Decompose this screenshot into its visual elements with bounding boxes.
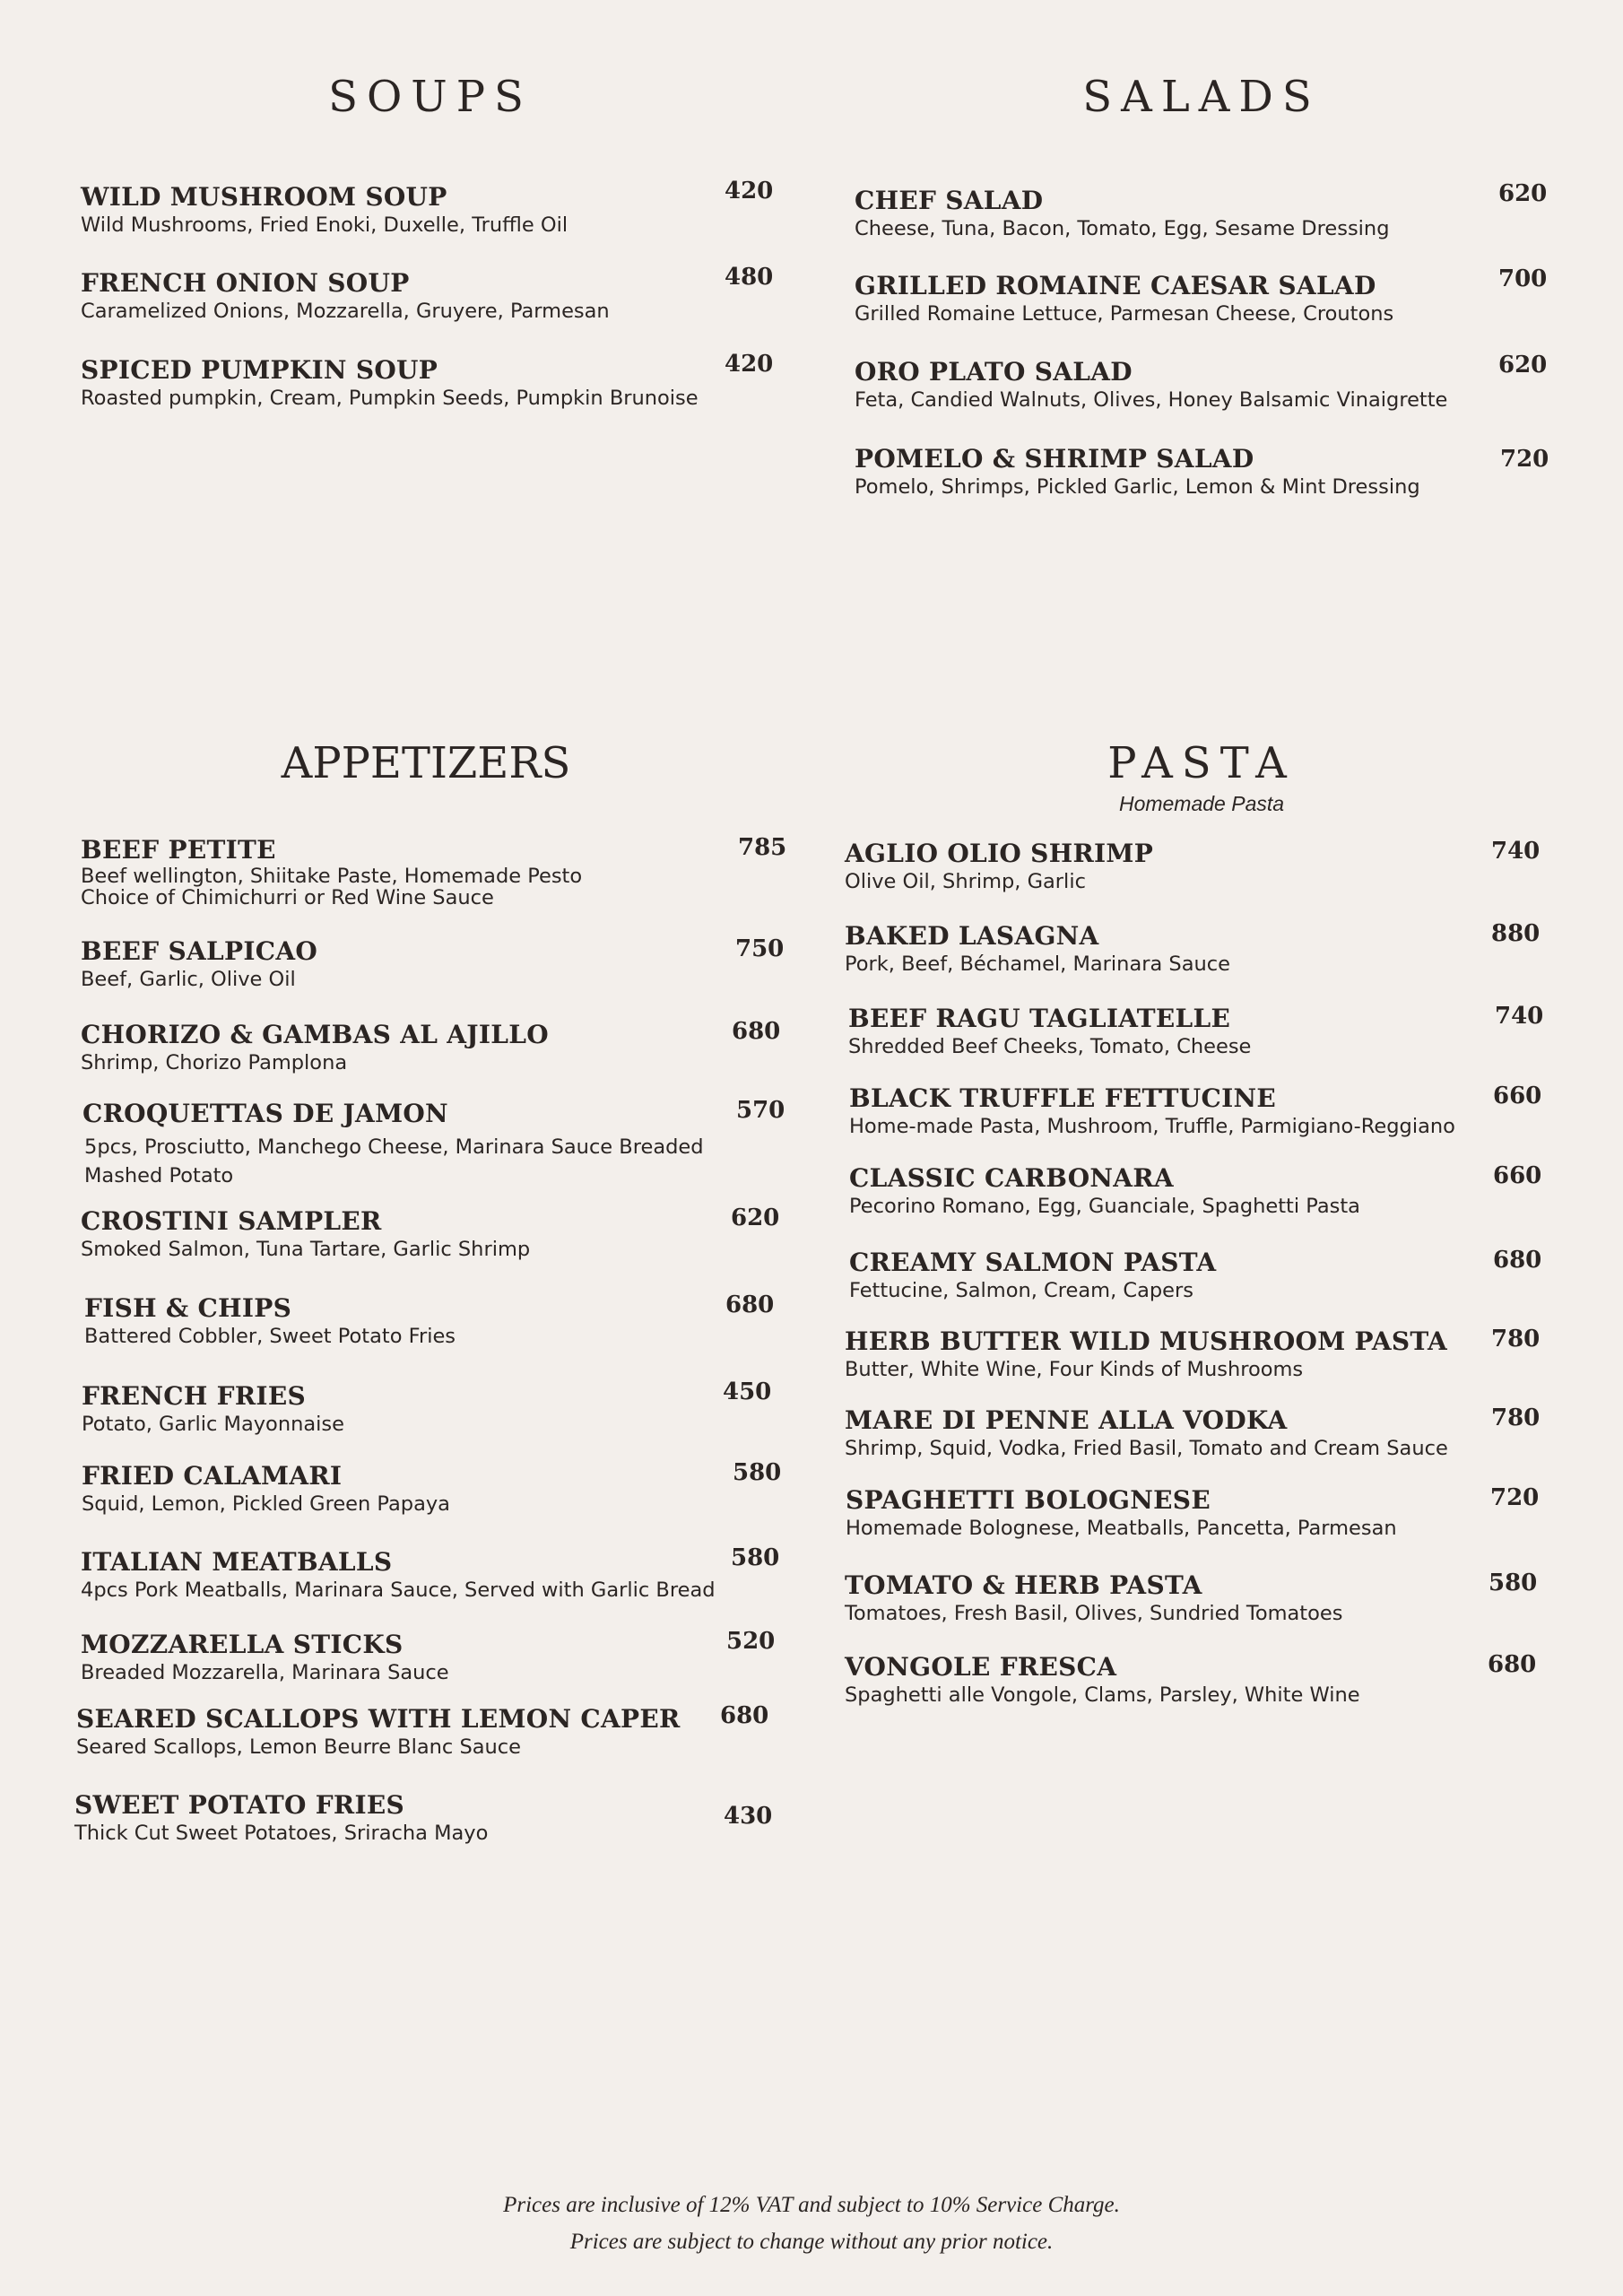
item-price: 420 xyxy=(725,351,774,378)
item-price: 580 xyxy=(733,1459,782,1486)
item-description: Shrimp, Chorizo Pamplona xyxy=(81,1051,348,1074)
item-description: Beef wellington, Shiitake Paste, Homemade Pesto xyxy=(81,865,583,888)
menu-item xyxy=(846,1485,1397,1541)
appetizers-title: APPETIZERS xyxy=(281,738,571,788)
item-name: CROQUETTAS DE JAMON xyxy=(82,1099,448,1128)
item-name: FISH & CHIPS xyxy=(84,1293,292,1323)
item-description: Butter, White Wine, Four Kinds of Mushrooms xyxy=(845,1358,1304,1381)
item-name: TOMATO & HERB PASTA xyxy=(845,1570,1202,1600)
item-description: Smoked Salmon, Tuna Tartare, Garlic Shrimp xyxy=(81,1238,531,1261)
menu-item xyxy=(81,1630,449,1685)
menu-item xyxy=(76,1704,681,1760)
item-description: Thick Cut Sweet Potatoes, Sriracha Mayo xyxy=(74,1822,489,1845)
item-description: Roasted pumpkin, Cream, Pumpkin Seeds, Pumpkin Brunoise xyxy=(81,387,699,410)
item-price: 740 xyxy=(1495,1003,1544,1030)
item-price: 720 xyxy=(1500,446,1549,473)
item-name: BLACK TRUFFLE FETTUCINE xyxy=(849,1083,1277,1113)
menu-item xyxy=(81,268,610,324)
item-price: 700 xyxy=(1498,265,1548,292)
menu-item xyxy=(81,1206,530,1262)
item-name: BEEF RAGU TAGLIATELLE xyxy=(848,1004,1231,1033)
item-name: CREAMY SALMON PASTA xyxy=(849,1248,1217,1277)
menu-item xyxy=(845,839,1153,894)
item-description: 4pcs Pork Meatballs, Marinara Sauce, Served with Garlic Bread xyxy=(81,1578,716,1602)
item-description: Wild Mushrooms, Fried Enoki, Duxelle, Truffle Oil xyxy=(81,213,568,237)
menu-item xyxy=(855,186,1389,241)
menu-item xyxy=(81,1547,716,1603)
item-price: 480 xyxy=(725,264,774,291)
item-description: Homemade Bolognese, Meatballs, Pancetta, Parmesan xyxy=(846,1517,1397,1540)
item-price: 880 xyxy=(1491,920,1541,947)
item-price: 620 xyxy=(1498,352,1548,378)
item-name: BAKED LASAGNA xyxy=(845,921,1099,951)
menu-item xyxy=(82,1461,450,1517)
menu-item xyxy=(81,182,568,238)
menu-item xyxy=(82,1099,730,1190)
item-name: ORO PLATO SALAD xyxy=(855,357,1133,387)
item-name: VONGOLE FRESCA xyxy=(845,1652,1117,1682)
menu-item xyxy=(84,1293,456,1349)
soups-title: SOUPS xyxy=(328,72,533,122)
menu-item xyxy=(849,1163,1360,1219)
item-description: Shrimp, Squid, Vodka, Fried Basil, Tomato and Cream Sauce xyxy=(845,1437,1448,1460)
item-name: CHEF SALAD xyxy=(855,186,1044,215)
menu-item xyxy=(845,1326,1447,1382)
item-description: Grilled Romaine Lettuce, Parmesan Cheese, Croutons xyxy=(855,302,1394,326)
item-price: 620 xyxy=(1498,180,1548,207)
item-name: AGLIO OLIO SHRIMP xyxy=(845,839,1154,868)
item-description: Pecorino Romano, Egg, Guanciale, Spaghetti Pasta xyxy=(849,1195,1360,1218)
item-price: 680 xyxy=(732,1018,781,1045)
menu-item xyxy=(74,1790,488,1846)
pasta-title: PASTA xyxy=(1107,738,1296,788)
menu-item xyxy=(845,1405,1448,1461)
item-name: BEEF PETITE xyxy=(81,835,276,865)
item-price: 785 xyxy=(738,834,787,861)
item-description: Olive Oil, Shrimp, Garlic xyxy=(845,870,1086,893)
item-name: CROSTINI SAMPLER xyxy=(81,1206,382,1236)
menu-item xyxy=(81,835,582,909)
item-description: Pork, Beef, Béchamel, Marinara Sauce xyxy=(845,952,1230,976)
item-name: BEEF SALPICAO xyxy=(81,936,318,966)
item-description: Home-made Pasta, Mushroom, Truffle, Parmigiano-Reggiano xyxy=(849,1115,1455,1138)
item-price: 780 xyxy=(1491,1405,1541,1431)
menu-item xyxy=(855,444,1420,500)
item-name: FRIED CALAMARI xyxy=(82,1461,343,1491)
footer-price-note: Prices are subject to change without any prior notice. xyxy=(569,2230,1054,2254)
menu-item xyxy=(82,1381,344,1437)
item-description: Feta, Candied Walnuts, Olives, Honey Balsamic Vinaigrette xyxy=(855,388,1448,412)
item-name: CLASSIC CARBONARA xyxy=(849,1163,1174,1193)
item-description: Spaghetti alle Vongole, Clams, Parsley, White Wine xyxy=(845,1683,1360,1707)
item-description: Fettucine, Salmon, Cream, Capers xyxy=(849,1279,1193,1302)
item-name: HERB BUTTER WILD MUSHROOM PASTA xyxy=(845,1326,1448,1356)
item-price: 580 xyxy=(1488,1570,1538,1596)
item-description: Squid, Lemon, Pickled Green Papaya xyxy=(82,1492,450,1516)
item-price: 430 xyxy=(724,1803,773,1830)
item-description: Caramelized Onions, Mozzarella, Gruyere, Parmesan xyxy=(81,300,610,323)
item-description: Potato, Garlic Mayonnaise xyxy=(82,1413,344,1436)
menu-item xyxy=(845,1570,1342,1626)
item-price: 520 xyxy=(726,1628,776,1655)
item-price: 450 xyxy=(723,1378,772,1405)
item-name: MOZZARELLA STICKS xyxy=(81,1630,404,1659)
menu-item xyxy=(81,355,699,411)
menu-item xyxy=(855,271,1393,326)
menu-item xyxy=(849,1083,1455,1139)
item-description: Breaded Mozzarella, Marinara Sauce xyxy=(81,1661,449,1684)
item-description: 5pcs, Prosciutto, Manchego Cheese, Marinara Sauce Breaded Mashed Potato xyxy=(84,1135,704,1187)
item-price: 680 xyxy=(1493,1247,1542,1274)
menu-item xyxy=(81,1020,549,1075)
item-name: WILD MUSHROOM SOUP xyxy=(81,182,447,212)
item-description: Battered Cobbler, Sweet Potato Fries xyxy=(84,1325,456,1348)
item-name: FRENCH ONION SOUP xyxy=(81,268,410,298)
item-price: 660 xyxy=(1493,1162,1542,1189)
item-price: 660 xyxy=(1493,1083,1542,1109)
menu-item xyxy=(855,357,1447,413)
item-description: Tomatoes, Fresh Basil, Olives, Sundried Tomatoes xyxy=(845,1602,1343,1625)
item-name: CHORIZO & GAMBAS AL AJILLO xyxy=(81,1020,549,1049)
item-name: SPICED PUMPKIN SOUP xyxy=(81,355,438,385)
item-name: POMELO & SHRIMP SALAD xyxy=(855,444,1254,474)
salads-title: SALADS xyxy=(1082,72,1321,122)
item-price: 680 xyxy=(720,1702,769,1729)
menu-item xyxy=(81,936,317,992)
item-price: 750 xyxy=(735,935,785,962)
item-name: ITALIAN MEATBALLS xyxy=(81,1547,393,1577)
item-name: SPAGHETTI BOLOGNESE xyxy=(846,1485,1211,1515)
item-description: Shredded Beef Cheeks, Tomato, Cheese xyxy=(848,1035,1252,1058)
item-name: SWEET POTATO FRIES xyxy=(74,1790,405,1820)
item-price: 720 xyxy=(1490,1484,1540,1511)
footer-vat-note: Prices are inclusive of 12% VAT and subject to 10% Service Charge. xyxy=(503,2193,1120,2217)
pasta-subtitle: Homemade Pasta xyxy=(1118,792,1285,815)
item-description: Choice of Chimichurri or Red Wine Sauce xyxy=(81,886,494,909)
item-price: 680 xyxy=(725,1292,775,1318)
item-price: 680 xyxy=(1488,1651,1537,1678)
item-price: 740 xyxy=(1491,838,1541,865)
item-name: GRILLED ROMAINE CAESAR SALAD xyxy=(855,271,1376,300)
item-price: 420 xyxy=(725,178,774,204)
menu-item xyxy=(848,1004,1251,1059)
item-price: 780 xyxy=(1491,1326,1541,1352)
item-price: 570 xyxy=(736,1097,785,1124)
item-name: FRENCH FRIES xyxy=(82,1381,306,1411)
item-description: Seared Scallops, Lemon Beurre Blanc Sauce xyxy=(76,1735,521,1759)
item-name: MARE DI PENNE ALLA VODKA xyxy=(845,1405,1288,1435)
menu-item xyxy=(845,921,1230,977)
menu-item xyxy=(849,1248,1216,1303)
item-name: SEARED SCALLOPS WITH LEMON CAPER xyxy=(76,1704,681,1734)
item-description: Beef, Garlic, Olive Oil xyxy=(81,968,296,991)
item-price: 620 xyxy=(731,1205,780,1231)
menu-item xyxy=(845,1652,1360,1708)
item-price: 580 xyxy=(731,1544,780,1571)
item-description: Cheese, Tuna, Bacon, Tomato, Egg, Sesame Dressing xyxy=(855,217,1390,240)
item-description: Pomelo, Shrimps, Pickled Garlic, Lemon & Mint Dressing xyxy=(855,475,1420,499)
